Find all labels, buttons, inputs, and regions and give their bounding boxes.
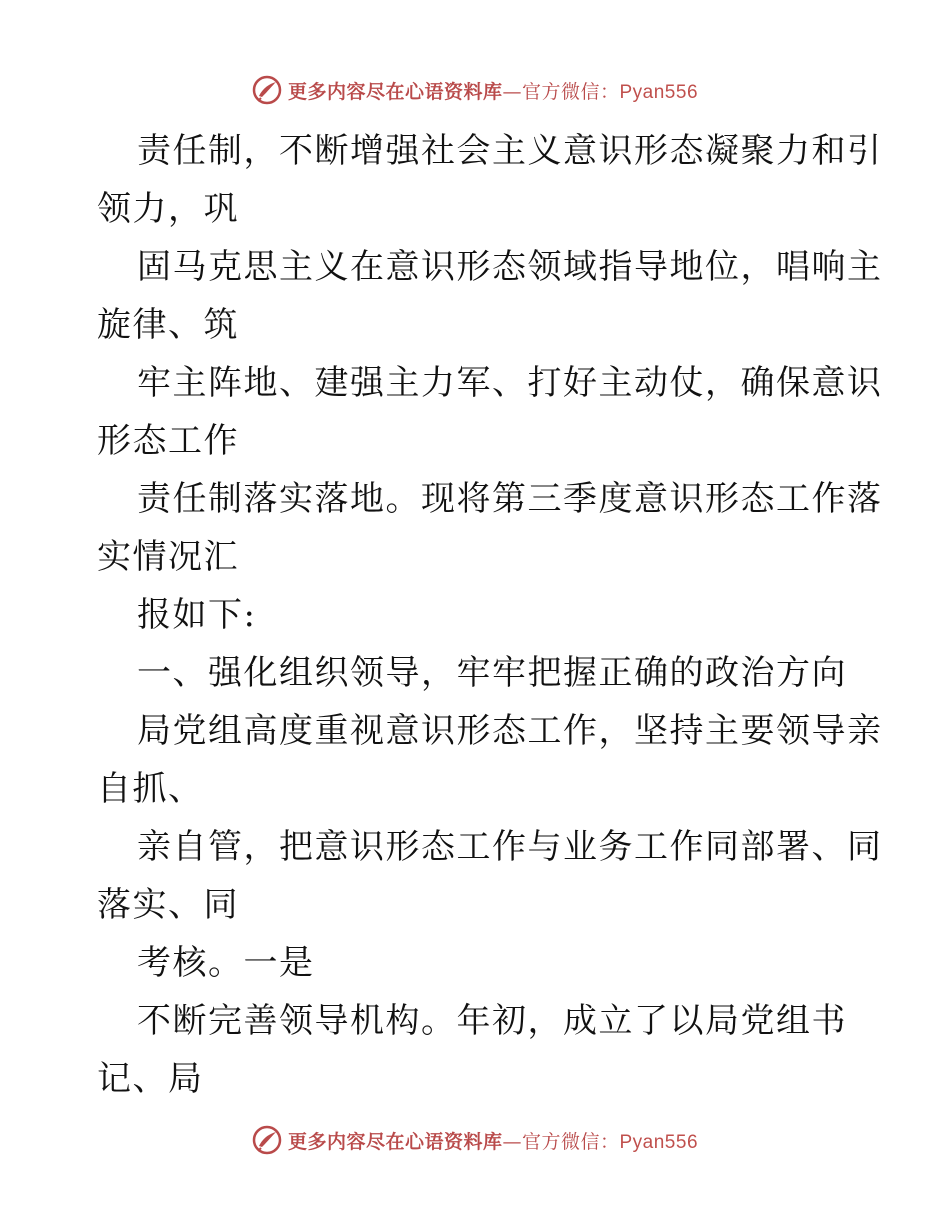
body-line: 报如下: xyxy=(137,595,257,635)
banner-handle: Pyan556 xyxy=(619,1131,699,1153)
banner-wechat-label: 官方微信： xyxy=(521,1130,620,1153)
banner-text xyxy=(288,77,698,104)
banner-handle: Pyan556 xyxy=(619,81,699,103)
banner-text xyxy=(288,1127,698,1154)
banner-brand: 更多内容尽在心语资料库 xyxy=(287,1130,503,1153)
header-banner xyxy=(0,70,950,110)
banner-brand: 更多内容尽在心语资料库 xyxy=(287,80,503,103)
body-line: 责任制，不断增强社会主义意识形态凝聚力和引 xyxy=(137,131,883,171)
body-line: 固马克思主义在意识形态领域指导地位，唱响主 xyxy=(137,247,883,287)
footer-banner xyxy=(0,1120,950,1160)
banner-dash: — xyxy=(502,1130,522,1153)
body-line: 领力，巩 xyxy=(97,189,239,229)
body-line: 不断完善领导机构。年初，成立了以局党组书 xyxy=(137,1001,847,1041)
body-line: 旋律、筑 xyxy=(97,305,239,345)
body-line: 牢主阵地、建强主力军、打好主动仗，确保意识 xyxy=(137,363,883,403)
document-body xyxy=(97,122,883,1108)
quill-logo-icon xyxy=(252,1125,282,1155)
section-heading: 一、强化组织领导，牢牢把握正确的政治方向 xyxy=(137,653,847,693)
body-line: 自抓、 xyxy=(97,769,204,809)
body-line: 局党组高度重视意识形态工作，坚持主要领导亲 xyxy=(137,711,883,751)
body-line: 考核。一是 xyxy=(137,943,315,983)
body-line: 实情况汇 xyxy=(97,537,239,577)
body-line: 亲自管，把意识形态工作与业务工作同部署、同 xyxy=(137,827,883,867)
body-line: 责任制落实落地。现将第三季度意识形态工作落 xyxy=(137,479,883,519)
body-line: 形态工作 xyxy=(97,421,239,461)
quill-logo-icon xyxy=(252,75,282,105)
banner-dash: — xyxy=(502,80,522,103)
body-line: 落实、同 xyxy=(97,885,239,925)
body-line: 记、局 xyxy=(97,1059,204,1099)
banner-wechat-label: 官方微信： xyxy=(521,80,620,103)
